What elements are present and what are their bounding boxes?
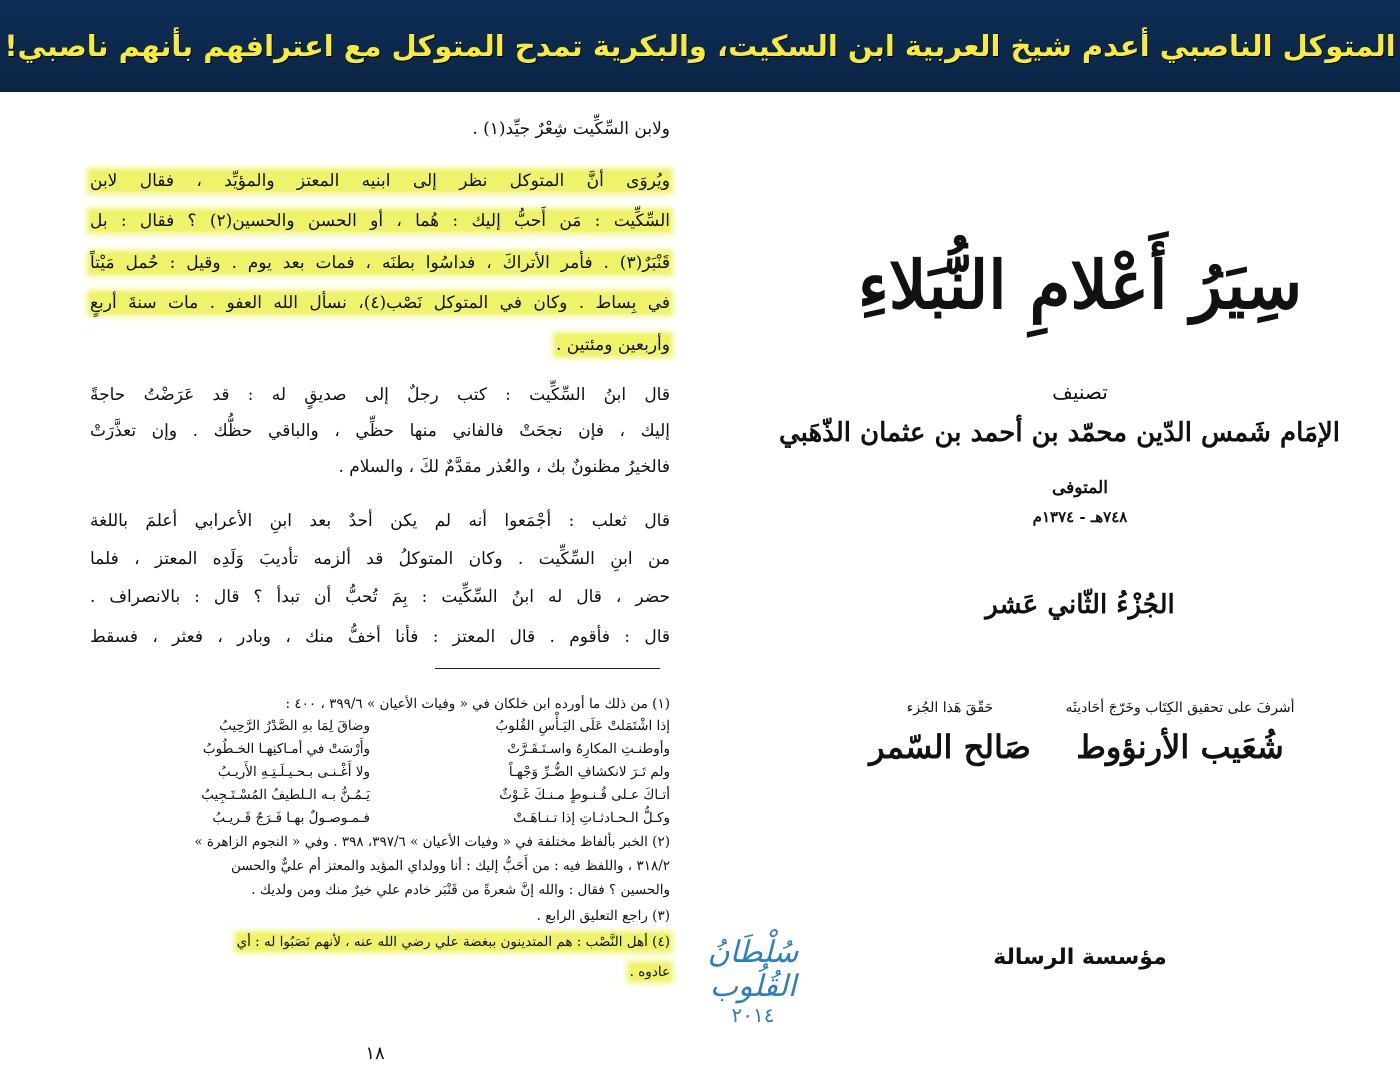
- died-label: المتوفى: [1052, 478, 1108, 498]
- footnote-4-cont: عادوه .: [629, 964, 670, 980]
- footnote-1: (١) من ذلك ما أورده ابن خلكان في « وفيات الأعيان » ٣٩٩/٦ ، ٤٠٠ :: [285, 696, 670, 712]
- poem-verse: وأوطنـتِ المكارِهُ واسـتَـقَـرَّتْ وأَرْسَتْ في أمـاكنِهـا الخـطُوبُ: [202, 741, 670, 757]
- watermark-stamp: سُلْطَانُ القُلُوب ٢٠١٤: [707, 935, 799, 1027]
- text-line: فالخيرُ مظنونٌ بك ، والعُذر مقدَّمٌ لكَ ، والسلام .: [338, 457, 670, 477]
- footnote-divider: [435, 668, 660, 669]
- text-line: إليك ، فإن نجحَتْ فالفاني منها حظِّي ، والباقي حظُّك . وإن تعذَّرَتْ: [90, 421, 670, 441]
- poem-verse: أتـاكَ عـلى قُـنـوطٍ مـنـكَ غَـوْثٌ يَـمُـنُّ بـه الـلطيفُ المُسْـتَـجِيبُ: [201, 787, 670, 803]
- publisher-name: مؤسسة الرسالة: [993, 945, 1167, 970]
- highlighted-line: وأربعين ومئتين .: [555, 335, 670, 355]
- footnote-2: (٢) الخبر بألفاظ مختلفة في « وفيات الأعيان » ٣٩٧/٦، ٣٩٨ . وفي « النجوم الزاهرة »: [194, 834, 670, 850]
- footnote-4: (٤) أهل النَّصْب : هم المتدينون ببغضة علي رضي الله عنه ، لأنهم نَصَبُوا له : أي: [236, 934, 670, 950]
- highlighted-line: قَنْبَرٌ(٣) . فأمر الأتراكَ ، فداسُوا بطنَه ، فمات بعد يوم . وقيل : حُمل مَيْتاً: [90, 253, 670, 273]
- author-name: الإمَام شَمس الدّين محمّد بن أحمد بن عثمان الذّهَبي: [778, 418, 1340, 448]
- credit-supervisor: أشرفَ على تحقيق الكِتَاب وخَرّجَ أحَاديثَه شُعَيب الأرنؤوط: [1065, 700, 1295, 766]
- poem-verse: وكـلُّ الـحـادثـاتِ إذا تـنـاهَـتْ فـمـوصـولٌ بهـا فَـرَجٌ قَـريـبُ: [212, 810, 670, 826]
- page-number: ١٨: [365, 1043, 385, 1064]
- text-line: من ابنِ السِّكِّيت . وكان المتوكلُ قد ألزمه تأديبَ وَلَدِه المعتز ، فلما: [90, 549, 670, 569]
- text-line: قال ثعلب : أجْمَعوا أنه لم يكن أحدٌ بعد ابنِ الأعرابي أعلمَ باللغة: [90, 511, 670, 531]
- tasnif-label: تصنيف: [1052, 380, 1108, 404]
- credit-editor: حَقّقَ هَذا الجُزء صَالح السّمر: [869, 700, 1031, 766]
- volume-label: الجُزْءُ الثّاني عَشر: [985, 590, 1175, 620]
- banner-title: المتوكل الناصبي أعدم شيخ العربية ابن السكيت، والبكرية تمدح المتوكل مع اعترافهم بأنهم ناصبي!: [4, 29, 1396, 63]
- footnote-3: (٣) راجع التعليق الرابع .: [536, 908, 670, 924]
- highlighted-line: ويُروَى أنَّ المتوكل نظر إلى ابنيه المعتز والمؤيِّد ، فقال لابن: [90, 171, 670, 191]
- footnote-2-cont: ٣١٨/٢ ، واللفظ فيه : من أَحَبُّ إليك : أنا وولداي المؤيد والمعتز أم عليٌّ والحسن: [230, 858, 670, 874]
- top-banner: [0, 0, 1400, 92]
- highlighted-line: السِّكِّيت : مَن أَحبُّ إليك : هُما ، أو الحسن والحسين(٢) ؟ فقال : بل: [90, 211, 670, 231]
- left-page: [90, 110, 670, 1080]
- title-page: [778, 100, 1340, 1080]
- text-line: قال ابنُ السِّكِّيت : كتب رجلٌ إلى صديقٍ له : قد عَرَضْتُ حاجةً: [90, 385, 670, 405]
- text-line: حضر ، قال له ابنُ السِّكِّيت : بِمَ تُحبُّ أن تبدأ ؟ قال : بالانصراف .: [90, 587, 670, 607]
- died-date: ٧٤٨هـ - ١٣٧٤م: [1032, 508, 1128, 526]
- book-title: سِيَرُ أَعْلامِ النُّبَلاءِ: [857, 246, 1303, 324]
- text-line: ولابن السِّكِّيت شِعْرٌ جيِّد(١) .: [472, 119, 670, 139]
- poem-verse: ولم تَـرَ لانكشافِ الضُّـرِّ وَجْهـاً ولا أَغْـنـى بـحـيـلَـتِـهِ الأَريـبُ: [217, 764, 670, 780]
- highlighted-line: في بِساط . وكان في المتوكل نَصْب(٤)، نسأل الله العفو . مات سنةَ أربعٍ: [90, 293, 670, 313]
- poem-verse: إذا اشْتَمَلتْ عَلَى اليَـأْسِ القُلوبُ وضاقَ لِمَا بهِ الصَّدْرُ الرَّحِيبُ: [219, 718, 670, 734]
- text-line: قال : فأقوم . قال المعتز : فأنا أخفُّ منك ، وبادر ، فعثر ، فسقط: [90, 627, 670, 647]
- footnote-2-cont: والحسين ؟ فقال : والله إنَّ شعرةً من قَنْبَر خادم علي خيرٌ منك ومن ولديك .: [251, 882, 670, 898]
